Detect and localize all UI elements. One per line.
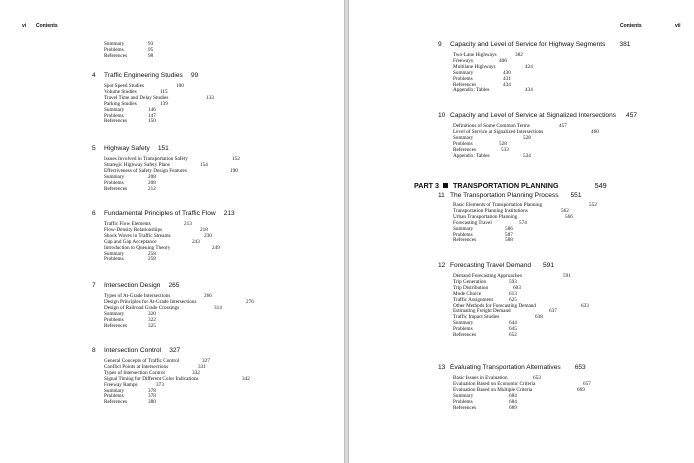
entry-page: 378	[148, 387, 156, 394]
chapter-title: Evaluating Transportation Alternatives	[450, 364, 561, 371]
entry-page: 552	[589, 202, 597, 208]
chapter-page: 381	[619, 41, 631, 48]
entry-title: Evaluation Based on Multiple Criteria	[453, 386, 533, 393]
entry-title: Summary	[104, 173, 125, 180]
entry-title: Summary	[453, 134, 474, 141]
entry-title: References	[453, 146, 477, 153]
entry-title: Design of Railroad Grade Crossings	[104, 304, 180, 311]
entry-page: 657	[583, 380, 591, 387]
right-page	[350, 0, 694, 463]
chapter-number: 8	[92, 347, 96, 354]
entry-title: Strategic Highway Safety Plans	[104, 161, 170, 168]
chapter-heading	[438, 262, 554, 269]
entry-title: Problems	[104, 112, 124, 119]
entry-title: Problems	[104, 46, 124, 53]
entry-title: Summary	[104, 41, 125, 47]
chapter-number: 9	[438, 41, 442, 48]
chapter-heading	[438, 364, 586, 371]
entry-page: 684	[509, 398, 517, 405]
chapter-title: Forecasting Travel Demand	[450, 262, 531, 269]
toc-entry	[453, 87, 533, 94]
entry-title: References	[104, 52, 128, 59]
entry-title: References	[453, 237, 477, 244]
entry-page: 147	[148, 112, 156, 119]
entry-title: Two-Lane Highways	[453, 52, 497, 58]
entry-page: 154	[200, 161, 208, 168]
entry-page: 533	[501, 146, 509, 153]
entry-page: 146	[148, 106, 156, 113]
entry-title: Other Methods for Forecasting Demand	[453, 302, 536, 309]
entry-title: Travel Time and Delay Studies	[104, 94, 169, 101]
entry-page: 528	[499, 140, 507, 147]
entry-page: 380	[148, 399, 156, 406]
entry-title: Urban Transportation Planning	[453, 213, 518, 220]
running-header: Contents	[620, 23, 642, 29]
entry-page: 566	[565, 213, 573, 220]
chapter-number: 5	[92, 145, 96, 152]
entry-title: Traffic Impact Studies	[453, 314, 500, 321]
entry-page: 460	[591, 128, 599, 135]
entry-page: 325	[148, 322, 156, 329]
entry-title: Introduction to Queuing Theory	[104, 244, 171, 251]
entry-title: References	[453, 332, 477, 338]
chapter-heading	[438, 192, 582, 199]
chapter-heading	[438, 112, 637, 119]
entry-title: References	[104, 118, 128, 125]
entry-title: References	[104, 185, 128, 192]
entry-title: Problems	[104, 393, 124, 400]
entry-page: 258	[148, 250, 156, 257]
entry-title: Problems	[104, 179, 124, 186]
chapter-title: Capacity and Level of Service at Signalized Intersections	[450, 112, 617, 119]
entry-page: 320	[148, 310, 156, 317]
chapter-page: 151	[157, 145, 169, 152]
chapter-number: 7	[92, 282, 96, 289]
entry-page: 644	[509, 320, 517, 327]
chapter-page: 265	[168, 282, 180, 289]
entry-page: 534	[523, 152, 531, 159]
chapter-number: 11	[438, 192, 445, 199]
toc-entry	[104, 118, 156, 125]
entry-title: Issues Involved in Transportation Safety	[104, 156, 188, 162]
entry-title: Summary	[453, 225, 474, 232]
entry-title: Shock Waves in Traffic Streams	[104, 232, 171, 239]
entry-page: 528	[523, 134, 531, 141]
entry-page: 152	[232, 156, 240, 162]
entry-title: Conflict Points at Intersections	[104, 363, 169, 370]
chapter-title: Highway Safety	[104, 145, 150, 152]
toc-entry	[453, 404, 517, 411]
entry-page: 424	[525, 63, 533, 70]
chapter-title: Intersection Design	[104, 282, 161, 289]
entry-title: Appendix: Tables	[453, 87, 490, 94]
entry-page: 434	[503, 81, 511, 88]
entry-page: 638	[535, 314, 543, 321]
entry-title: References	[104, 322, 128, 329]
toc-entry	[104, 256, 156, 263]
chapter-number: 10	[438, 112, 446, 119]
entry-title: Transportation Planning Institutions	[453, 207, 528, 214]
entry-page: 218	[200, 226, 208, 233]
entry-page: 93	[148, 41, 154, 47]
chapter-number: 13	[438, 364, 446, 371]
chapter-heading	[92, 282, 179, 289]
chapter-title: The Transportation Planning Process	[450, 192, 559, 199]
entry-page: 98	[148, 52, 154, 59]
chapter-page: 457	[626, 112, 638, 119]
entry-title: Gap and Gap Acceptance	[104, 238, 157, 245]
entry-page: 633	[581, 302, 589, 309]
toc-entry	[453, 152, 531, 159]
entry-page: 669	[577, 386, 585, 393]
page-number: vii	[675, 23, 681, 29]
chapter-title: Fundamental Principles of Traffic Flow	[104, 210, 216, 217]
entry-page: 190	[230, 167, 238, 174]
chapter-heading	[438, 41, 630, 48]
entry-title: Design Principles for At-Grade Intersections	[104, 298, 197, 305]
chapter-heading	[92, 210, 235, 217]
toc-entry	[453, 237, 513, 244]
entry-page: 314	[214, 304, 222, 311]
toc-entry	[453, 332, 517, 338]
entry-title: Multilane Highways	[453, 63, 496, 70]
entry-title: Problems	[453, 75, 473, 82]
entry-page: 637	[549, 308, 557, 315]
entry-title: References	[453, 404, 477, 411]
entry-title: Problems	[453, 398, 473, 405]
entry-title: Volume Studies	[104, 88, 137, 95]
entry-page: 208	[148, 173, 156, 180]
entry-title: Trip Generation	[453, 278, 487, 285]
toc-entry	[104, 185, 156, 192]
entry-page: 322	[148, 316, 156, 323]
part-title: TRANSPORTATION PLANNING	[453, 181, 559, 190]
chapter-number: 6	[92, 210, 96, 217]
chapter-number: 4	[92, 72, 96, 79]
entry-page: 258	[148, 256, 156, 263]
entry-page: 213	[184, 221, 192, 227]
entry-title: Freeway Ramps	[104, 381, 138, 388]
entry-page: 613	[509, 290, 517, 297]
part-label: PART 3	[414, 181, 440, 190]
entry-page: 332	[192, 369, 200, 376]
entry-page: 139	[160, 100, 168, 107]
entry-page: 645	[509, 326, 517, 333]
entry-title: Parking Studies	[104, 100, 137, 107]
entry-title: Summary	[104, 250, 125, 257]
entry-page: 562	[561, 207, 569, 214]
entry-page: 430	[503, 69, 511, 76]
entry-page: 230	[204, 232, 212, 239]
chapter-page: 99	[190, 72, 199, 79]
entry-page: 342	[242, 375, 250, 382]
entry-page: 593	[509, 278, 517, 285]
entry-page: 625	[509, 296, 517, 303]
entry-page: 100	[176, 83, 184, 89]
entry-title: Trip Distribution	[453, 284, 489, 291]
entry-page: 208	[148, 179, 156, 186]
entry-title: Summary	[104, 387, 125, 394]
part-heading	[414, 181, 607, 190]
entry-page: 689	[509, 404, 517, 411]
chapter-title: Traffic Engineering Studies	[104, 72, 183, 79]
entry-page: 431	[503, 75, 511, 82]
toc-entry	[104, 52, 154, 59]
chapter-number: 12	[438, 262, 446, 269]
entry-title: Evaluation Based on Economic Criteria	[453, 380, 536, 387]
entry-title: Signal Timing for Different Color Indications	[104, 375, 199, 382]
entry-title: Mode Choice	[453, 290, 482, 297]
entry-page: 587	[505, 231, 513, 238]
entry-title: Freeways	[453, 57, 473, 64]
entry-title: Problems	[104, 256, 124, 263]
chapter-title: Intersection Control	[104, 347, 162, 354]
chapter-page: 591	[543, 262, 555, 269]
chapter-page: 327	[169, 347, 181, 354]
chapter-title: Capacity and Level of Service for Highway Segments	[450, 41, 606, 48]
chapter-heading	[92, 72, 198, 79]
entry-title: Problems	[104, 316, 124, 323]
entry-title: Appendix: Tables	[453, 152, 490, 159]
chapter-page: 551	[570, 192, 582, 199]
part-page: 549	[594, 181, 607, 190]
entry-title: Summary	[453, 69, 474, 76]
entry-page: 591	[563, 273, 571, 279]
entry-title: Effectiveness of Safety Design Features	[104, 167, 187, 174]
entry-page: 212	[148, 185, 156, 192]
entry-page: 243	[192, 238, 200, 245]
left-page	[0, 0, 343, 463]
entry-title: Problems	[453, 231, 473, 238]
entry-page: 327	[202, 358, 210, 364]
entry-title: References	[453, 81, 477, 88]
chapter-page: 653	[574, 364, 586, 371]
entry-page: 133	[206, 94, 214, 101]
square-bullet-icon	[443, 183, 448, 188]
entry-page: 574	[519, 219, 527, 226]
page-number: vi	[22, 23, 27, 29]
entry-page: 588	[505, 237, 513, 244]
toc-entry	[104, 322, 156, 329]
chapter-heading	[92, 347, 180, 354]
chapter-page: 213	[223, 210, 235, 217]
entry-page: 684	[509, 392, 517, 399]
entry-page: 382	[515, 52, 523, 58]
entry-title: Summary	[104, 310, 125, 317]
entry-title: Spot Speed Studies	[104, 83, 145, 89]
entry-title: Definitions of Some Common Terms	[453, 123, 530, 129]
entry-page: 373	[156, 381, 164, 388]
entry-page: 586	[505, 225, 513, 232]
entry-title: Problems	[453, 140, 473, 147]
entry-title: Types of Intersection Control	[104, 369, 165, 376]
entry-title: Flow-Density Relationships	[104, 226, 163, 233]
entry-title: Types of At-Grade Intersections	[104, 293, 171, 299]
entry-title: Level of Service at Signalized Intersections	[453, 128, 544, 135]
running-header: Contents	[36, 23, 58, 29]
entry-page: 95	[148, 46, 154, 53]
entry-page: 276	[246, 298, 254, 305]
toc-entry	[104, 399, 156, 406]
entry-title: Estimating Freight Demand	[453, 308, 511, 315]
entry-title: Problems	[453, 326, 473, 333]
entry-title: Summary	[104, 106, 125, 113]
entry-title: References	[104, 399, 128, 406]
entry-title: Basic Elements of Transportation Planning	[453, 202, 543, 208]
entry-page: 115	[160, 88, 168, 95]
entry-title: Traffic Assignment	[453, 296, 493, 303]
entry-page: 434	[525, 87, 533, 94]
entry-page: 406	[499, 57, 507, 64]
entry-title: General Concepts of Traffic Control	[104, 358, 180, 364]
entry-page: 653	[533, 375, 541, 381]
entry-title: Summary	[453, 320, 474, 327]
entry-page: 603	[513, 284, 521, 291]
entry-title: Forecasting Travel	[453, 219, 492, 226]
entry-title: Traffic Flow Elements	[104, 221, 151, 227]
entry-page: 457	[559, 123, 567, 129]
entry-page: 150	[148, 118, 156, 125]
page-gutter	[344, 0, 349, 463]
entry-page: 331	[198, 363, 206, 370]
entry-page: 249	[212, 244, 220, 251]
entry-page: 266	[204, 293, 212, 299]
entry-page: 378	[148, 393, 156, 400]
entry-page: 652	[509, 332, 517, 338]
entry-title: Summary	[453, 392, 474, 399]
chapter-heading	[92, 145, 169, 152]
entry-title: Basic Issues in Evaluation	[453, 375, 508, 381]
entry-title: Demand Forecasting Approaches	[453, 273, 522, 279]
